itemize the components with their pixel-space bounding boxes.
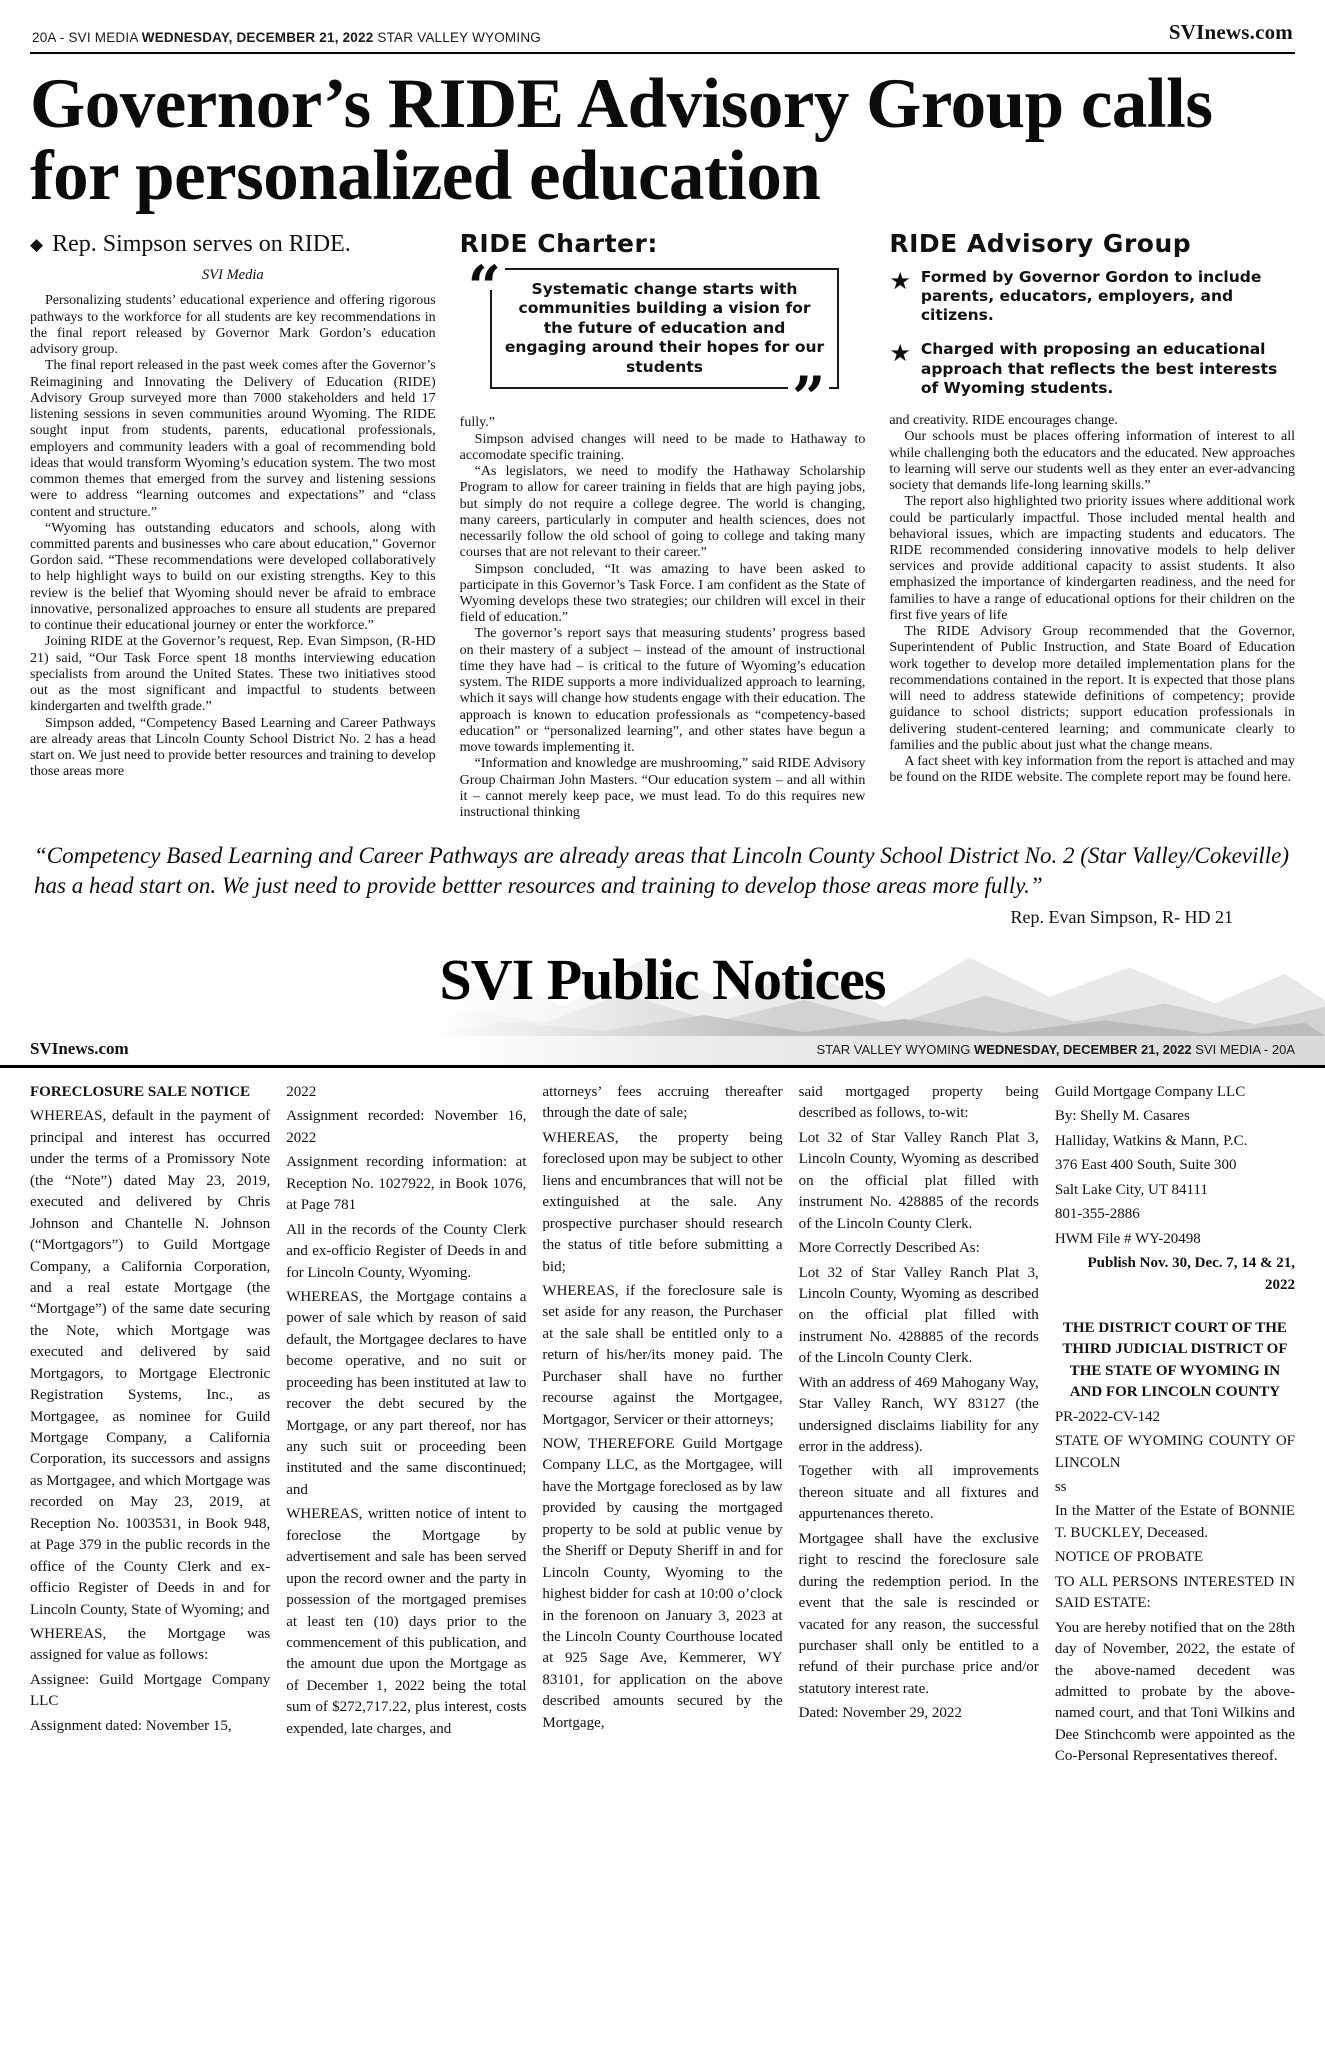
notice-paragraph: WHEREAS, the Mortgage was assigned for value as follows:	[30, 1625, 271, 1664]
article-paragraph: Joining RIDE at the Governor’s request, Rep. Evan Simpson, (R-HD 21) said, “Our Task Force spent 18 months interviewing education specialists from around the United States. These two initiatives stood out as the most significant and impactful to students between kindergarten and twelfth grade.”	[30, 634, 436, 715]
article-paragraph: Personalizing students’ educational experience and offering rigorous pathways to the workforce for all students are key recommendations in the final report released by Governor Mark Gordon’s education advisory group.	[30, 293, 436, 358]
notice-heading: FORECLOSURE SALE NOTICE	[30, 1084, 251, 1101]
quote-open-icon: “	[464, 258, 505, 290]
charter-quote-text: Systematic change starts with communities building a vision for the future of education and engaging around their hopes for our students	[504, 279, 825, 376]
notice-paragraph: Together with all improvements thereon situate and all fixtures and appurtenances thereto.	[798, 1463, 1039, 1523]
article-column-3	[889, 229, 1295, 821]
pull-quote	[34, 841, 1291, 928]
star-icon: ★	[889, 268, 911, 295]
article-paragraph: Our schools must be places offering information of interest to all while challenging both the educators and the educated. New approaches to learning will serve our students well as they enter an ever-advancing society that demands life-long learning skills.”	[889, 429, 1296, 494]
article-column-1	[30, 229, 436, 821]
headline: Governor’s RIDE Advisory Group calls for personalized education	[30, 65, 1213, 216]
notice-paragraph: ss	[1054, 1479, 1067, 1496]
article-paragraph: The report also highlighted two priority issues where additional work could be particularly impactful. Those included mental health and behavioral issues, which are impacting students and educators. The RIDE recommended considering innovative models to help deliver services and provide additional capacity to assist students. It also emphasized the importance of kindergarten readiness, and the need for families to have a range of educational options for their children on the first five years of life	[889, 494, 1296, 623]
article-paragraph: The governor’s report says that measuring students’ progress based on their mastery of a subject – instead of the amount of instructional time they have had – is critical to the future of Wyoming’s education system. The RIDE supports a more individualized approach to learning, which it says will change how students engage with their education. The approach is known to education professionals as “competency-based education” or “personalized learning”, and other states have begun a move towards implementing it.	[459, 626, 866, 756]
notice-paragraph: WHEREAS, default in the payment of principal and interest has occurred under the terms of a Promissory Note (the “Note”) dated May 23, 2019, executed and delivered by Chris Johnson and Chantelle N. Johnson (“Mortgagors”) to Guild Mortgage Company, a California Corporation, and a real estate Mortgage (the “Mortgage”) of the same date securing the Note, which Mortgage was executed and delivered by said Mortgagors, to Mortgage Electronic Registration Systems, Inc., as Mortgagee, as nominee for Guild Mortgage Company, a California Corporation, its successors and assigns as Mortgagee, and which Mortgage was recorded on May 23, 2019, at Reception No. 1003531, in Book 948, at Page 379 in the public records in the office of the County Clerk and ex-officio Register of Deeds in and for Lincoln County, State of Wyoming; and	[30, 1108, 271, 1618]
notice-paragraph: NOW, THEREFORE Guild Mortgage Company LLC, as the Mortgagee, will have the Mortgage foreclosed as by law provided by causing the mortgaged property to be sold at public venue by the Sheriff or Deputy Sheriff in and for Lincoln County, Wyoming to the highest bidder for cash at 10:00 o’clock in the forenoon on January 3, 2023 at the Lincoln County Courthouse located at 925 Sage Ave, Kemmerer, WY 83101, for application on the above described amounts secured by the Mortgage,	[542, 1436, 783, 1731]
article-paragraph: “Wyoming has outstanding educators and schools, along with committed parents and businesses who care about education,” Governor Gordon said. “These recommendations were developed collaboratively to help highlight ways to build on our existing strengths. Key to this review is the belief that Wyoming should never be afraid to embrace innovative, personalized approaches to ensure all students are prepared to continue their educational journey or enter the workforce.”	[30, 520, 436, 634]
notice-publish-line: Publish Nov. 30, Dec. 7, 14 & 21, 2022	[1087, 1255, 1296, 1293]
notices-bar-page-id: SVI MEDIA - 20A	[1191, 1041, 1295, 1057]
article-paragraph: Simpson advised changes will need to be made to Hathaway to accomodate specific training.	[459, 431, 866, 463]
kicker-text: Rep. Simpson serves on RIDE.	[52, 230, 351, 257]
notice-paragraph: With an address of 469 Mahogany Way, Star Valley Ranch, WY 83127 (the undersigned disclaims liability for any error in the address).	[798, 1374, 1039, 1456]
notices-columns	[30, 1068, 1295, 1771]
notice-paragraph: WHEREAS, the Mortgage contains a power of sale which by reason of said default, the Mortgagee declares to have become operative, and no suit or proceeding has been instituted at law to recover the debt secured by the Mortgage, or any part thereof, nor has any such suit or proceeding been instituted and the same discontinued; and	[286, 1288, 527, 1498]
notice-paragraph: PR-2022-CV-142	[1054, 1408, 1161, 1425]
notice-paragraph: 801-355-2886	[1054, 1206, 1140, 1223]
article-paragraph: The final report released in the past week comes after the Governor’s Reimagining and Innovating the Delivery of Education (RIDE) Advisory Group surveyed more than 7000 stakeholders and held 17 listening sessions in seven communities around Wyoming. The RIDE sought input from students, parents, educational professionals, employers and community leaders with a goal of recommending bold ideas that would transform Wyoming’s education system. The two most common themes that emerged from the survey and listening sessions were to address “learning outcomes and expectations” and “class content and structure.”	[30, 358, 436, 520]
masthead-location: STAR VALLEY WYOMING	[373, 30, 541, 45]
notice-paragraph: Assignment recording information: at Reception No. 1027922, in Book 1076, at Page 781	[286, 1154, 527, 1214]
notices-bar	[0, 1036, 1325, 1068]
notice-column-5	[1055, 1082, 1295, 1771]
notices-bar-site: SVInews.com	[30, 1039, 129, 1059]
notice-paragraph: 2022	[286, 1084, 317, 1101]
notice-paragraph: Halliday, Watkins & Mann, P.C.	[1054, 1132, 1248, 1149]
public-notices-banner	[0, 938, 1325, 1036]
notice-column-3	[542, 1082, 782, 1771]
notice-paragraph: STATE OF WYOMING COUNTY OF LINCOLN	[1054, 1433, 1296, 1471]
notice-paragraph: More Correctly Described As:	[798, 1240, 980, 1257]
advisory-bullet	[889, 340, 1295, 398]
notice-column-2	[286, 1082, 526, 1771]
notice-heading: THE DISTRICT COURT OF THE THIRD JUDICIAL DISTRICT OF THE STATE OF WYOMING IN AND FOR LINCOLN COUNTY	[1062, 1319, 1288, 1401]
article-paragraph: “As legislators, we need to modify the Hathaway Scholarship Program to allow for career training in fields that are high paying jobs, but simply do not require a college degree. The world is changing, many careers, particularly in computer and health sciences, does not necessarily follow the old school of going to college and taking many courses that are not relevant to their career.”	[459, 464, 866, 561]
pull-quote-attribution: Rep. Evan Simpson, R- HD 21	[1010, 907, 1233, 928]
byline: SVI Media	[202, 266, 264, 283]
notice-paragraph: WHEREAS, the property being foreclosed upon may be subject to other liens and encumbrances that will not be extinguished at the sale. Any prospective purchaser should research the status of title before submitting a bid;	[542, 1129, 783, 1275]
notice-paragraph: All in the records of the County Clerk and ex-officio Register of Deeds in and for Lincoln County, Wyoming.	[286, 1221, 527, 1281]
quote-close-icon: ”	[788, 369, 829, 401]
notice-paragraph: said mortgaged property being described as follows, to-wit:	[798, 1084, 1039, 1122]
article-paragraph: fully.”	[459, 415, 495, 431]
notice-paragraph: Assignment recorded: November 16, 2022	[286, 1108, 527, 1146]
notices-bar-date: WEDNESDAY, DECEMBER 21, 2022	[973, 1041, 1192, 1057]
notice-paragraph: Salt Lake City, UT 84111	[1054, 1181, 1208, 1198]
star-icon: ★	[889, 341, 911, 368]
notice-paragraph: Lot 32 of Star Valley Ranch Plat 3, Lincoln County, Wyoming as described on the official plat filled with instrument No. 428885 of the records of the Lincoln County Clerk.	[798, 1129, 1039, 1232]
notice-paragraph: NOTICE OF PROBATE	[1054, 1549, 1204, 1566]
notice-paragraph: Dated: November 29, 2022	[798, 1705, 962, 1722]
public-notices-title: SVI Public Notices	[439, 947, 886, 1013]
bullet-text: Charged with proposing an educational approach that reflects the best interests of Wyoming students.	[920, 340, 1278, 397]
notice-paragraph: Lot 32 of Star Valley Ranch Plat 3, Lincoln County, Wyoming as described on the official plat filled with instrument No. 428885 of the records of the Lincoln County Clerk.	[798, 1264, 1039, 1367]
diamond-icon: ◆	[30, 235, 44, 255]
site-logo: SVInews.com	[1168, 20, 1293, 44]
notice-paragraph: 376 East 400 South, Suite 300	[1054, 1157, 1237, 1174]
pull-quote-text: “Competency Based Learning and Career Pathways are already areas that Lincoln County School District No. 2 (Star Valley/Cokeville) has a head start on. We just need to provide bettter resources and training to develop those areas more fully.”	[34, 843, 1290, 899]
notice-paragraph: TO ALL PERSONS INTERESTED IN SAID ESTATE:	[1054, 1573, 1296, 1612]
notice-paragraph: You are hereby notified that on the 28th day of November, 2022, the estate of the above-named decedent was admitted to probate by the above-named court, and that Toni Wilkins and Dee Stinchcomb were appointed as the Co-Personal Representatives thereof.	[1054, 1619, 1296, 1765]
article-column-2	[460, 229, 866, 821]
advisory-bullet	[889, 268, 1295, 326]
notices-bar-info	[816, 1042, 1295, 1057]
article-paragraph: Simpson concluded, “It was amazing to have been asked to participate in this Governor’s Task Force. I am confident as the State of Wyoming develops these two strategies; our children will excel in their field of education.”	[459, 561, 866, 626]
kicker	[30, 231, 436, 259]
masthead-info	[32, 30, 541, 45]
bullet-text: Formed by Governor Gordon to include parents, educators, employers, and citizens.	[920, 267, 1262, 325]
masthead-date: WEDNESDAY, DECEMBER 21, 2022	[141, 30, 374, 45]
notice-paragraph: Mortgagee shall have the exclusive right to rescind the foreclosure sale during the redemption period. In the event that the sale is rescinded or vacated for any reason, the successful purchaser shall only be entitled to a refund of their purchase price and/or statutory interest rate.	[798, 1530, 1039, 1697]
notice-paragraph: Assignment dated: November 15,	[30, 1717, 232, 1734]
article-paragraph: “Information and knowledge are mushrooming,” said RIDE Advisory Group Chairman John Masters. “Our education system – and all within it – cannot merely keep pace, we must lead. To do this requires new instructional thinking	[459, 756, 866, 821]
article-paragraph: and creativity. RIDE encourages change.	[889, 413, 1118, 429]
masthead	[30, 0, 1295, 54]
notices-bar-location: STAR VALLEY WYOMING	[816, 1041, 974, 1057]
notice-paragraph: WHEREAS, if the foreclosure sale is set aside for any reason, the Purchaser at the sale shall be entitled only to a return of his/her/its money paid. The Purchaser shall have no further recourse against the Mortgagee, Mortgagor, Servicer or their attorneys;	[542, 1282, 783, 1428]
notice-paragraph: HWM File # WY-20498	[1054, 1230, 1201, 1247]
notice-paragraph: Guild Mortgage Company LLC	[1054, 1084, 1246, 1101]
notice-paragraph: WHEREAS, written notice of intent to foreclose the Mortgage by advertisement and sale has been served upon the record owner and the party in possession of the mortgaged premises at least ten (10) days prior to the commencement of this publication, and the amount due upon the Mortgage as of December 1, 2022 being the total sum of $272,717.22, plus interest, costs expended, late charges, and	[286, 1506, 527, 1737]
notice-paragraph: By: Shelly M. Casares	[1054, 1108, 1190, 1125]
ride-charter-heading: RIDE Charter:	[459, 228, 658, 258]
article-paragraph: The RIDE Advisory Group recommended that the Governor, Superintendent of Public Instruction, and State Board of Education work together to develop more detailed implementation plans for the recommendations contained in the report. It is expected that those plans will need to address statewide definitions of competency; provide guidance to school districts; support education professionals in delivering student-centered learning; and communicate clearly to families and the public about just what the change means.	[889, 624, 1296, 753]
article-paragraph: Simpson added, “Competency Based Learning and Career Pathways are already areas that Lincoln County School District No. 2 has a head start on. We just need to provide better resources and training to develop those areas more	[30, 715, 436, 780]
notice-paragraph: Assignee: Guild Mortgage Company LLC	[30, 1671, 271, 1710]
article-paragraph: A fact sheet with key information from the report is attached and may be found on the RIDE website. The complete report may be found here.	[889, 754, 1296, 786]
ride-advisory-heading: RIDE Advisory Group	[889, 228, 1192, 258]
notice-column-4	[799, 1082, 1039, 1771]
masthead-page-id: 20A - SVI MEDIA	[32, 30, 142, 45]
notice-column-1	[30, 1082, 270, 1771]
notice-paragraph: In the Matter of the Estate of BONNIE T. BUCKLEY, Deceased.	[1054, 1503, 1296, 1541]
notice-paragraph: attorneys’ fees accruing thereafter through the date of sale;	[542, 1084, 783, 1122]
article-body	[30, 229, 1295, 821]
